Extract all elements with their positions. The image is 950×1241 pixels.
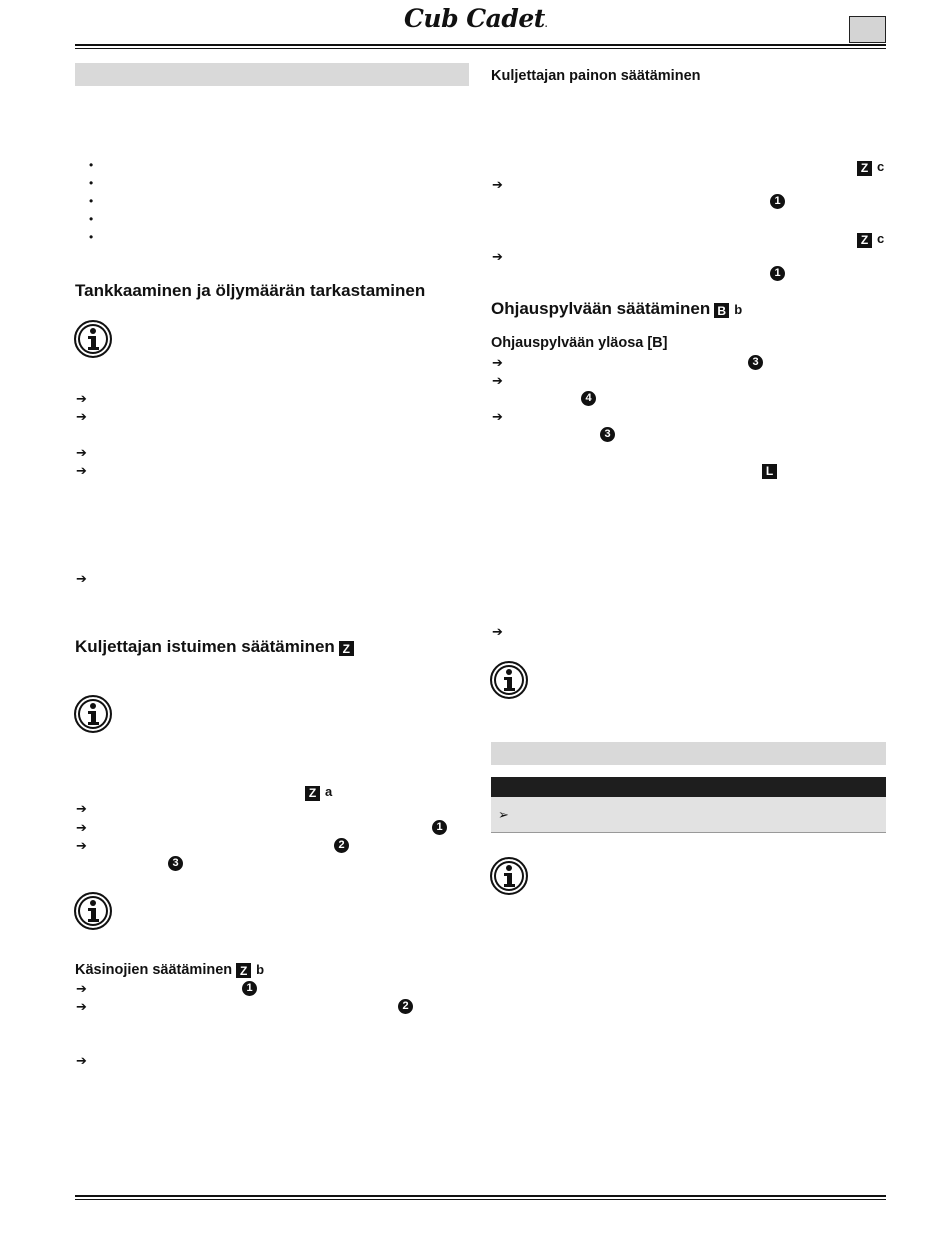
figure-ref-z: Z [339, 641, 354, 656]
column-top-heading: Ohjauspylvään yläosa [B] [491, 335, 668, 351]
info-icon [490, 857, 528, 895]
step-arrow: ➔ [492, 355, 503, 370]
footer-rule-thin [75, 1199, 886, 1200]
list-bullet: • [89, 176, 94, 190]
section-bar-right [491, 742, 886, 765]
warning-arrow-icon: ➢ [498, 807, 509, 822]
list-bullet: • [89, 212, 94, 226]
step-arrow: ➔ [492, 409, 503, 424]
ref-number-1: 1 [242, 981, 257, 996]
page-number-box [849, 16, 886, 43]
figure-ref-zc: Z c [857, 230, 884, 248]
step-arrow: ➔ [76, 409, 87, 424]
step-arrow: ➔ [76, 981, 87, 996]
info-icon [74, 892, 112, 930]
figure-ref-l: L [762, 461, 777, 479]
figure-ref-zc: Z c [857, 158, 884, 176]
footer-rule [75, 1195, 886, 1197]
fuel-heading: Tankkaaminen ja öljymäärän tarkastaminen [75, 281, 426, 300]
step-arrow: ➔ [76, 463, 87, 478]
step-arrow: ➔ [76, 571, 87, 586]
figure-ref-b: B [714, 303, 729, 318]
ref-number-1: 1 [770, 194, 785, 209]
list-bullet: • [89, 194, 94, 208]
info-icon [74, 320, 112, 358]
step-arrow: ➔ [76, 999, 87, 1014]
ref-number-3: 3 [168, 856, 183, 871]
weight-heading: Kuljettajan painon säätäminen [491, 68, 701, 84]
ref-number-2: 2 [398, 999, 413, 1014]
list-bullet: • [89, 230, 94, 244]
figure-ref-z: Z [236, 963, 251, 978]
step-arrow: ➔ [492, 177, 503, 192]
step-arrow: ➔ [76, 801, 87, 816]
cub-cadet-logo: Cub Cadet. [404, 4, 548, 33]
figure-ref-za: Z a [305, 783, 332, 801]
step-arrow: ➔ [76, 820, 87, 835]
ref-number-3: 3 [600, 427, 615, 442]
step-arrow: ➔ [492, 249, 503, 264]
step-arrow: ➔ [76, 391, 87, 406]
ref-number-3: 3 [748, 355, 763, 370]
ref-number-1: 1 [770, 266, 785, 281]
header-rule-thin [75, 48, 886, 49]
info-icon [74, 695, 112, 733]
column-heading: Ohjauspylvään säätäminen B b [491, 299, 743, 318]
list-bullet: • [89, 158, 94, 172]
ref-number-2: 2 [334, 838, 349, 853]
step-arrow: ➔ [492, 373, 503, 388]
warning-body [491, 797, 886, 833]
armrest-heading: Käsinojien säätäminen Z b [75, 962, 265, 978]
header-rule [75, 44, 886, 46]
step-arrow: ➔ [76, 838, 87, 853]
warning-header-bar [491, 777, 886, 797]
step-arrow: ➔ [76, 445, 87, 460]
info-icon [490, 661, 528, 699]
ref-number-1: 1 [432, 820, 447, 835]
step-arrow: ➔ [76, 1053, 87, 1068]
seat-heading: Kuljettajan istuimen säätäminen Z [75, 637, 354, 657]
section-bar-left [75, 63, 469, 86]
step-arrow: ➔ [492, 624, 503, 639]
ref-number-4: 4 [581, 391, 596, 406]
